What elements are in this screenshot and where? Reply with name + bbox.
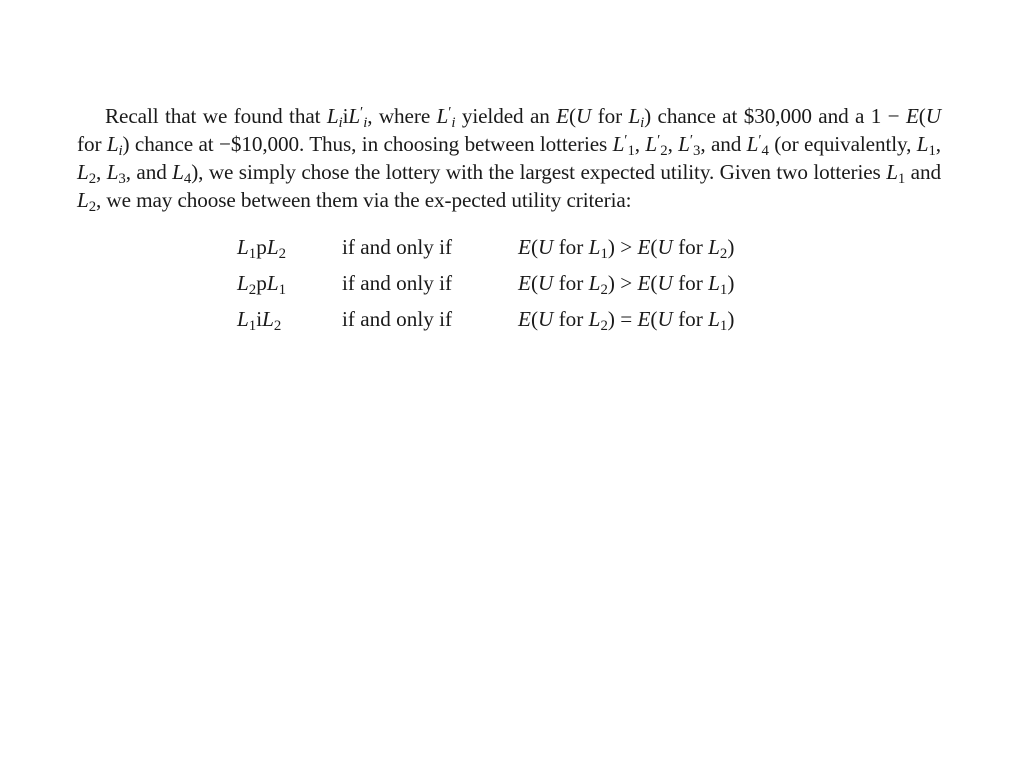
text-segment: for [553,307,589,331]
math-symbol: E [905,104,919,129]
text-segment: , we may choose between them via the ex-pected utility criteria: [96,188,632,213]
text-segment: yielded an [455,104,557,129]
math-symbol: L [588,307,601,331]
math-subscript: 3 [693,143,701,160]
math-symbol: L [106,160,119,185]
math-prime: ′ [657,132,661,149]
text-segment: , [667,132,679,157]
relation-symbol: i [256,307,263,331]
math-symbol: U [657,271,673,295]
math-symbol: L [348,104,361,129]
math-subscript: 2 [88,199,97,216]
math-prime: ′ [624,132,628,149]
criteria-condition: if and only if [342,271,453,295]
math-symbol: L [588,271,601,295]
text-segment: ) chance at $30,000 and a 1 − [644,104,906,129]
text-segment: for [591,104,629,129]
text-segment: ) [607,235,621,259]
math-subscript: 2 [600,318,608,335]
math-symbol: E [632,235,651,259]
text-segment: ) [727,235,735,259]
text-segment: ( [918,104,926,129]
math-symbol: U [657,307,673,331]
math-subscript: i [338,115,343,132]
math-subscript: 1 [627,143,635,160]
math-prime: ′ [689,132,694,149]
text-segment: (or equivalently, [768,132,917,157]
criteria-relation [237,235,287,263]
criteria-relation [237,271,287,299]
relation-symbol: p [256,271,267,295]
math-subscript: i [640,115,645,132]
math-symbol: U [925,104,941,129]
math-subscript: i [118,143,123,160]
math-symbol: L [172,160,184,185]
math-symbol: U [538,235,554,259]
math-subscript: 2 [273,318,282,335]
math-subscript: 2 [278,246,287,263]
text-segment: for [672,235,709,259]
math-subscript: 1 [719,282,728,299]
math-subscript: 1 [278,282,287,299]
text-segment: for [553,271,589,295]
math-symbol: L [237,271,249,295]
math-symbol: L [436,104,449,129]
text-segment: , where [367,104,437,129]
text-segment: ), we simply chose the lottery with the largest expected utility. Given two lotteries [191,160,887,185]
text-segment: for [672,307,709,331]
math-symbol: L [916,132,929,157]
text-segment: , [634,132,646,157]
criteria-condition: if and only if [342,235,453,259]
text-segment: for [672,271,709,295]
criteria-condition: if and only if [342,307,453,331]
text-segment: , [935,132,941,157]
math-symbol: L [708,235,720,259]
math-prime: ′ [360,104,364,121]
comparison-operator: > [620,235,633,259]
text-segment: ( [650,307,658,331]
math-subscript: 1 [248,318,257,335]
math-symbol: E [556,104,570,129]
text-segment: ) chance at −$10,000. Thus, in choosing between lotteries [122,132,613,157]
math-subscript: 1 [928,143,936,160]
math-symbol: L [708,307,720,331]
text-segment: for [77,132,107,157]
text-segment: , [96,160,107,185]
criteria-row [237,235,797,271]
math-symbol: L [237,307,249,331]
math-prime: ′ [448,104,452,121]
math-symbol: L [678,132,690,157]
math-symbol: L [612,132,625,157]
criteria-display [237,235,797,343]
math-subscript: 1 [600,246,608,263]
math-symbol: L [262,307,274,331]
text-segment: ) [727,271,735,295]
math-symbol: U [538,271,554,295]
math-symbol: L [266,235,279,259]
text-segment: , and [125,160,173,185]
text-segment: ( [530,271,539,295]
criteria-relation [237,307,282,335]
math-symbol: L [588,235,601,259]
relation-symbol: p [256,235,267,259]
math-symbol: L [326,104,339,129]
criteria-expression [518,307,735,335]
body-paragraph [77,102,941,214]
math-symbol: L [237,235,249,259]
comparison-operator: > [620,271,633,295]
text-segment: ( [569,104,576,129]
math-symbol: E [632,271,651,295]
text-segment: Recall that we found that [105,104,327,129]
text-segment: ( [530,307,539,331]
math-symbol: L [645,132,658,157]
text-segment: and [905,160,941,185]
math-subscript: 4 [761,143,769,160]
criteria-expression [518,271,735,299]
math-symbol: U [538,307,554,331]
math-subscript: 2 [600,282,608,299]
math-symbol: L [628,104,641,129]
math-subscript: 3 [118,171,126,188]
criteria-row [237,271,797,307]
math-symbol: E [518,235,531,259]
criteria-expression [518,235,735,263]
math-subscript: i [451,115,456,132]
text-segment: ( [650,235,658,259]
math-subscript: 1 [897,171,906,188]
math-symbol: L [106,132,119,157]
text-segment: ( [650,271,658,295]
math-prime: ′ [758,132,762,149]
criteria-row [237,307,797,343]
math-symbol: L [708,271,720,295]
math-subscript: i [363,115,368,132]
math-subscript: 2 [248,282,257,299]
math-subscript: 1 [248,246,257,263]
math-symbol: E [518,307,531,331]
math-symbol: E [518,271,531,295]
math-symbol: L [77,188,89,213]
relation-symbol: i [342,104,349,129]
math-symbol: L [746,132,759,157]
text-segment: ) [607,307,621,331]
text-segment: ) [607,271,621,295]
math-subscript: 4 [183,171,192,188]
text-segment: , and [700,132,747,157]
text-segment: for [553,235,589,259]
math-subscript: 2 [660,143,668,160]
math-symbol: L [77,160,89,185]
text-segment: ( [530,235,539,259]
math-subscript: 2 [719,246,728,263]
math-symbol: U [575,104,592,129]
math-symbol: E [632,307,651,331]
text-segment: ) [727,307,735,331]
math-subscript: 1 [719,318,728,335]
comparison-operator: = [620,307,633,331]
math-symbol: U [657,235,673,259]
math-symbol: L [886,160,898,185]
math-subscript: 2 [88,171,97,188]
math-symbol: L [266,271,279,295]
